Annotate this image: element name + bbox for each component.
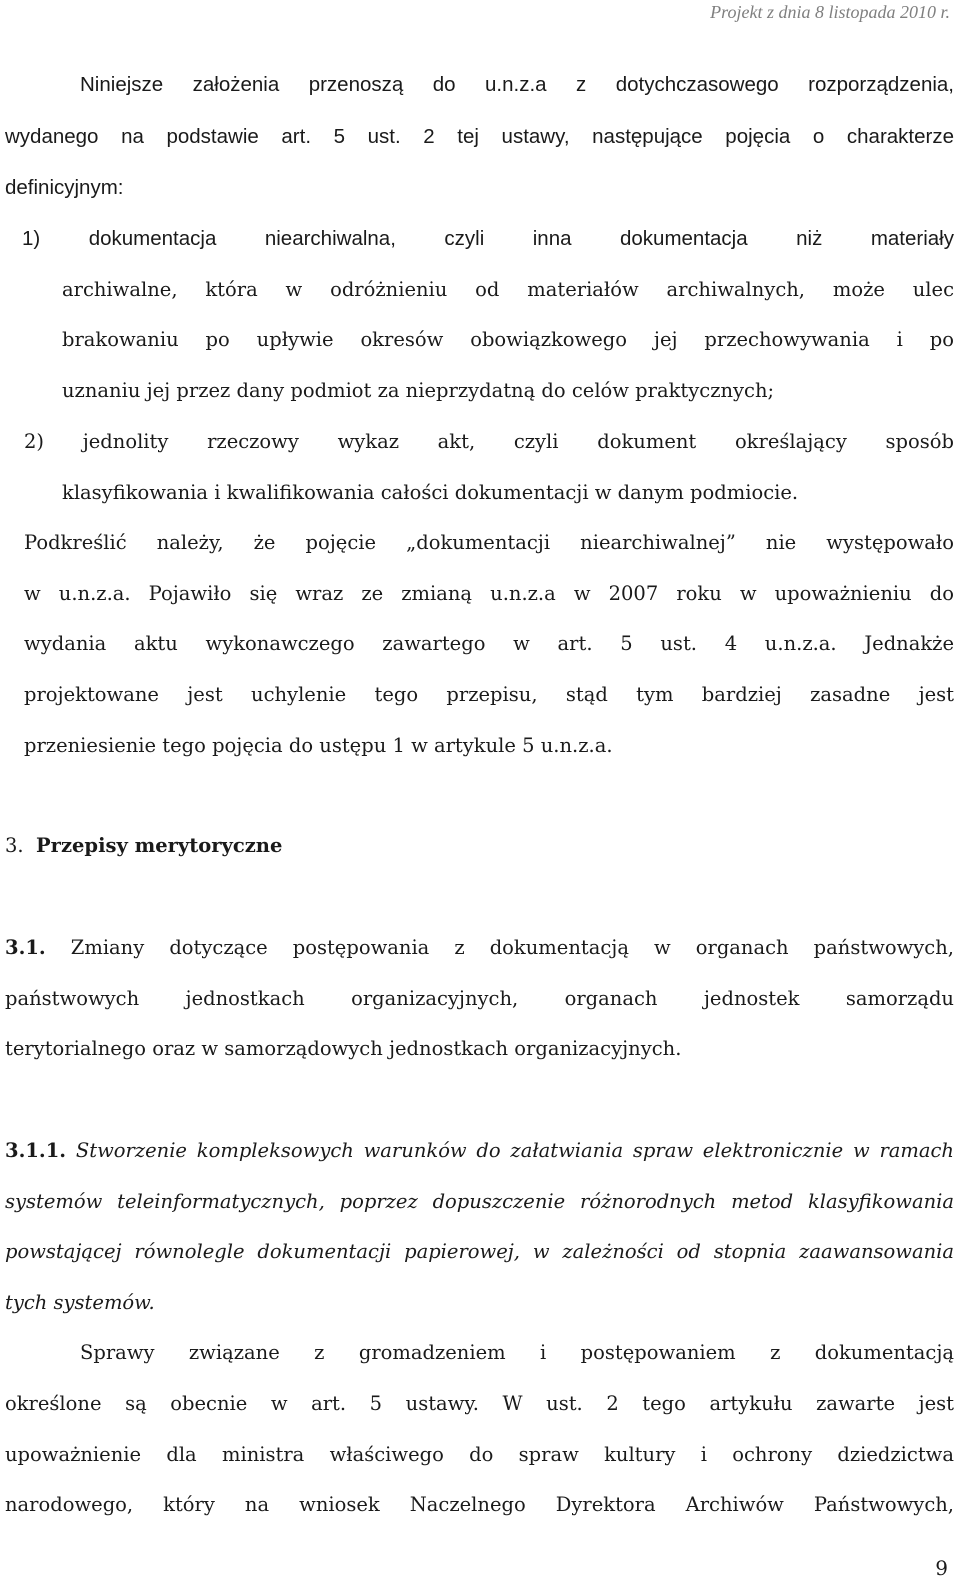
section-3-1-number: 3.1. — [5, 936, 46, 959]
section-3-heading — [5, 833, 954, 859]
section-3-1-line-2: państwowych jednostkach organizacyjnych, organach jednostek samorządu — [5, 987, 954, 1010]
item-2-line-2: klasyfikowania i kwalifikowania całości dokumentacji w danym podmiocie. — [62, 481, 799, 504]
intro-line-1: Niniejsze założenia przenoszą do u.n.z.a z dotychczasowego rozporządzenia, — [80, 73, 954, 96]
page-header: Projekt z dnia 8 listopada 2010 r. — [710, 2, 950, 22]
section-3-1-1-line-2: systemów teleinformatycznych, poprzez dopuszczenie różnorodnych metod klasyfikowania — [5, 1190, 954, 1213]
item-1-line-3: brakowaniu po upływie okresów obowiązkowego jej przechowywania i po — [62, 328, 954, 351]
page-number: 9 — [935, 1556, 948, 1580]
body-line-1: Sprawy związane z gromadzeniem i postępowaniem z dokumentacją — [80, 1341, 954, 1364]
section-3-1-line-3: terytorialnego oraz w samorządowych jednostkach organizacyjnych. — [5, 1037, 682, 1060]
intro-line-3: definicyjnym: — [5, 176, 124, 199]
intro-line-2: wydanego na podstawie art. 5 ust. 2 tej ustawy, następujące pojęcia o charakterze — [5, 125, 954, 148]
item-1-line-2: archiwalne, która w odróżnieniu od materiałów archiwalnych, może ulec — [62, 278, 954, 301]
section-3-number: 3. — [5, 834, 24, 857]
section-3-1-line-1 — [5, 935, 954, 961]
item-2-line-1: 2) jednolity rzeczowy wykaz akt, czyli dokument określający sposób — [24, 430, 954, 453]
section-3-1-1-line-3: powstającej równolegle dokumentacji papierowej, w zależności od stopnia zaawansowania — [5, 1240, 954, 1263]
note-line-2: w u.n.z.a. Pojawiło się wraz ze zmianą u.n.z.a w 2007 roku w upoważnieniu do — [24, 582, 954, 605]
section-3-1-1-line-4: tych systemów. — [5, 1291, 155, 1314]
section-3-1-1-line-1 — [5, 1138, 954, 1164]
body-line-2: określone są obecnie w art. 5 ustawy. W ust. 2 tego artykułu zawarte jest — [5, 1392, 954, 1415]
section-3-1-1-number: 3.1.1. — [5, 1139, 67, 1162]
note-line-4: projektowane jest uchylenie tego przepisu, stąd tym bardziej zasadne jest — [24, 683, 954, 706]
item-1-line-1: 1) dokumentacja niearchiwalna, czyli inna dokumentacja niż materiały — [22, 227, 954, 250]
body-line-3: upoważnienie dla ministra właściwego do spraw kultury i ochrony dziedzictwa — [5, 1443, 954, 1466]
note-line-5: przeniesienie tego pojęcia do ustępu 1 w artykule 5 u.n.z.a. — [24, 734, 613, 757]
section-3-1-1-text: Stworzenie kompleksowych warunków do załatwiania spraw elektronicznie w ramach — [75, 1139, 954, 1162]
body-line-4: narodowego, który na wniosek Naczelnego Dyrektora Archiwów Państwowych, — [5, 1493, 954, 1516]
item-1-line-4: uznaniu jej przez dany podmiot za nieprzydatną do celów praktycznych; — [62, 379, 775, 402]
note-line-3: wydania aktu wykonawczego zawartego w art. 5 ust. 4 u.n.z.a. Jednakże — [24, 632, 954, 655]
section-3-1-text: Zmiany dotyczące postępowania z dokumentacją w organach państwowych, — [70, 936, 954, 959]
note-line-1: Podkreślić należy, że pojęcie „dokumentacji niearchiwalnej” nie występowało — [24, 531, 954, 554]
section-3-title: Przepisy merytoryczne — [36, 834, 283, 857]
